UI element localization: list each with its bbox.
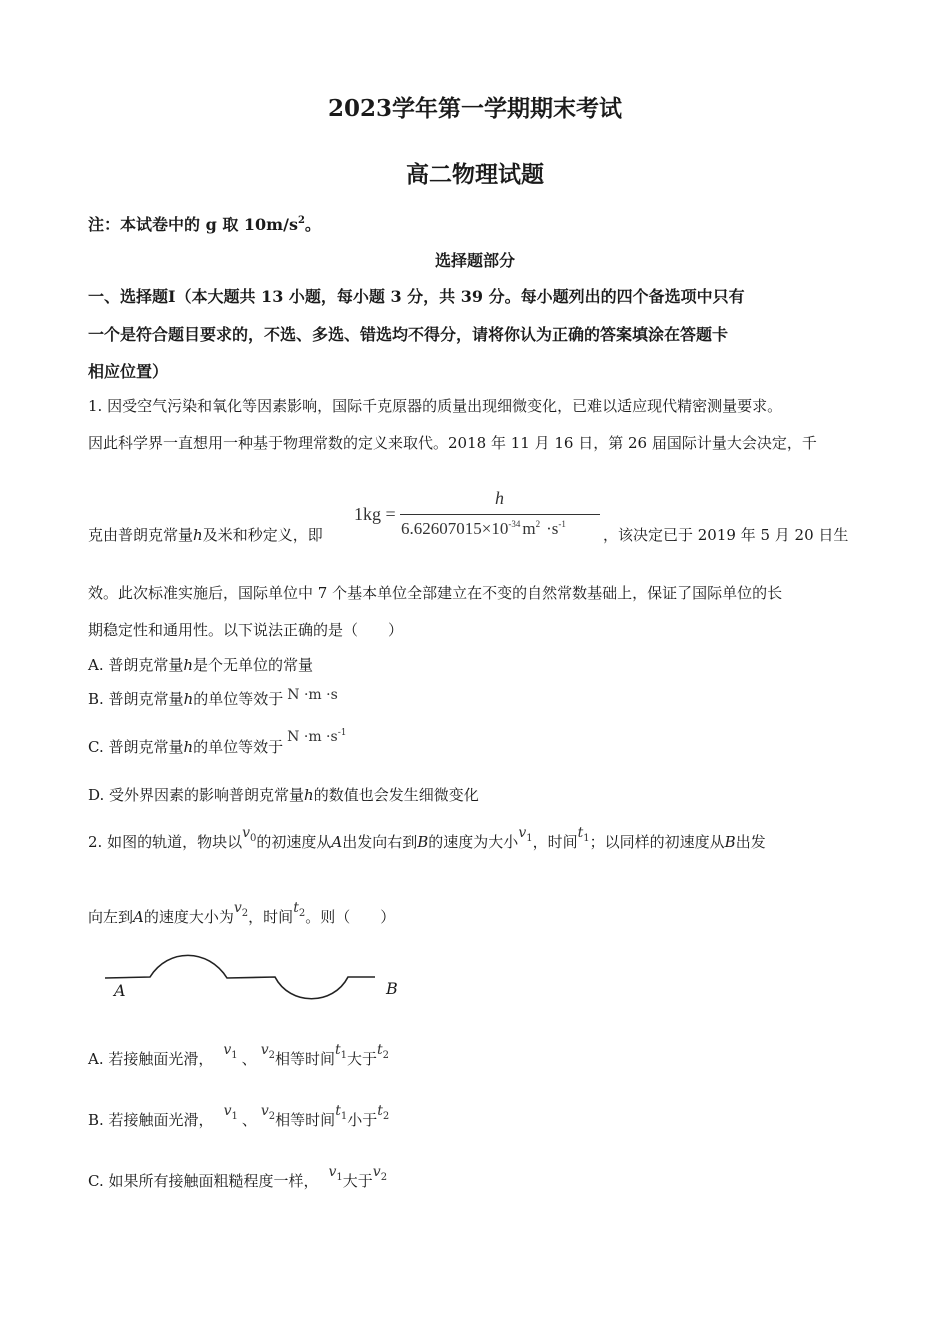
formula-exp: -34	[508, 519, 521, 529]
q2-option-a-v1-sub: 1	[231, 1050, 238, 1061]
q2-option-b-pre: B. 若接触面光滑，	[88, 1111, 214, 1129]
q2-t2	[293, 900, 306, 919]
q2-v1	[518, 825, 533, 844]
track-label-b: B	[386, 979, 398, 998]
q2-option-a-v2	[260, 1042, 275, 1061]
q1-line-5: 期稳定性和通用性。以下说法正确的是（ ）	[88, 621, 404, 639]
q2-option-a-t1-base: t	[335, 1042, 341, 1058]
q1-option-b[interactable]	[88, 688, 338, 709]
formula-denominator	[401, 519, 566, 539]
q2-l1-g: 出发	[735, 833, 766, 851]
q1-option-c-post: 的单位等效于	[193, 738, 284, 756]
track-path	[105, 955, 375, 998]
q2-l1-point-b2: B	[724, 833, 736, 851]
q2-l1-c: 出发向右到	[342, 833, 418, 851]
q1-option-b-post: 的单位等效于	[193, 690, 284, 708]
q2-v0-base: v	[242, 825, 251, 841]
q1-line-3-left	[88, 524, 323, 545]
q2-option-b-v2	[260, 1103, 276, 1122]
q1-option-a-pre: A. 普朗克常量	[88, 656, 184, 674]
q2-option-c-v2-sub: 2	[380, 1172, 388, 1183]
formula-unit-s-exp: -1	[558, 519, 566, 529]
q2-option-b-t2-sub: 2	[382, 1111, 390, 1122]
section-heading: 选择题部分	[434, 251, 515, 270]
q2-t2-sub: 2	[298, 908, 306, 919]
q2-option-a-t1	[335, 1042, 348, 1061]
track-diagram	[100, 948, 420, 1004]
q2-l2-point-a: A	[133, 908, 144, 926]
q2-v2	[233, 900, 249, 919]
q2-option-b-t2	[377, 1103, 390, 1122]
q2-option-b-v1-base: v	[223, 1103, 232, 1119]
q2-v1-sub: 1	[526, 833, 533, 844]
q2-l1-e: ，时间	[532, 833, 578, 851]
q2-option-c-post: 大于	[342, 1172, 373, 1190]
q2-l1-d: 的速度为大小	[428, 833, 519, 851]
q2-l2-a: 向左到	[88, 908, 134, 926]
q1-option-d-post: 的数值也会发生细微变化	[313, 786, 479, 804]
q1-line-3-var: h	[193, 526, 203, 544]
q2-option-a-mid: 相等时间	[274, 1050, 335, 1068]
q1-line-3-post: ，该决定已于 2019 年 5 月 20 日生	[603, 526, 849, 544]
q2-option-b-t1-sub: 1	[340, 1111, 348, 1122]
q1-option-c-unit-exp: -1	[337, 728, 347, 738]
formula-unit-s: ·s	[546, 519, 559, 538]
q1-line-2: 因此科学界一直想用一种基于物理常数的定义来取代。2018 年 11 月 16 日，第 26 届国际计量大会决定，千	[88, 434, 817, 452]
q1-option-c-unit-wrap	[287, 729, 346, 745]
formula-unit-m-exp: 2	[535, 519, 541, 529]
q2-option-b-t2-base: t	[377, 1103, 383, 1119]
q1-line-3-mid: 及米和秒定义，即	[202, 526, 323, 544]
q2-option-a-t2-sub: 2	[382, 1050, 390, 1061]
q2-l1-point-b: B	[417, 833, 429, 851]
q1-line-4: 效。此次标准实施后，国际单位中 7 个基本单位全部建立在不变的自然常数基础上，保证了国际单位的长	[88, 584, 783, 602]
q2-l1-a: 2. 如图的轨道，物块以	[88, 833, 243, 851]
instructions-line-1: 一、选择题Ⅰ（本大题共 13 小题，每小题 3 分，共 39 分。每小题列出的四个备选项中只有	[88, 287, 745, 306]
q2-option-b-t1-base: t	[335, 1103, 341, 1119]
q2-option-c-v1-base: v	[328, 1164, 337, 1180]
q2-v0	[242, 825, 257, 844]
q2-option-a-v1-base: v	[223, 1042, 232, 1058]
q1-option-d-var: h	[304, 786, 314, 804]
q1-line-1: 1. 因受空气污染和氧化等因素影响，国际千克原器的质量出现细微变化，已难以适应现代精密测量要求。	[88, 397, 783, 415]
q2-option-b[interactable]	[88, 1103, 390, 1130]
q2-option-a-v2-sub: 2	[268, 1050, 275, 1061]
formula-numerator: h	[495, 488, 504, 508]
q2-option-a-v1	[223, 1042, 238, 1061]
q1-option-a[interactable]	[88, 654, 313, 675]
q1-option-b-var: h	[183, 690, 194, 708]
q2-option-c-v2-base: v	[372, 1164, 381, 1180]
q2-option-b-v2-sub: 2	[268, 1111, 276, 1122]
q2-option-b-post: 小于	[347, 1111, 378, 1129]
q1-option-d-pre: D. 受外界因素的影响普朗克常量	[88, 786, 305, 804]
formula-denominator-base: 6.62607015×10	[401, 519, 509, 538]
note-sup: 2	[297, 215, 305, 226]
q2-t1	[577, 825, 590, 844]
note-line	[88, 212, 321, 235]
q2-t2-base: t	[293, 900, 299, 916]
q1-line-3-pre: 克由普朗克常量	[88, 526, 194, 544]
q2-option-b-v1	[223, 1103, 238, 1122]
exam-subtitle: 高二物理试题	[406, 161, 544, 188]
q2-t1-sub: 1	[583, 833, 590, 844]
q1-option-a-var: h	[183, 656, 194, 674]
track-label-a: A	[114, 981, 126, 1000]
q2-l2-b: 的速度大小为	[143, 908, 234, 926]
q2-v2-base: v	[233, 900, 242, 916]
q2-l1-f: ；以同样的初速度从	[589, 833, 725, 851]
q1-option-c-var: h	[183, 738, 194, 756]
q2-l1-point-a: A	[331, 833, 343, 851]
q2-option-a-t2	[377, 1042, 390, 1061]
q2-line-2	[88, 900, 396, 927]
q2-l2-d: 。则（ ）	[305, 908, 396, 926]
q2-option-b-t1	[335, 1103, 348, 1122]
q2-v2-sub: 2	[241, 908, 249, 919]
q2-line-1	[88, 825, 766, 852]
q2-option-c-v1	[328, 1164, 343, 1183]
exam-title: 2023学年第一学期期末考试	[327, 95, 622, 122]
q2-v0-sub: 0	[250, 833, 257, 844]
q2-option-a-v2-base: v	[260, 1042, 269, 1058]
formula-unit-m: m	[522, 519, 536, 538]
q2-option-c-v1-sub: 1	[336, 1172, 343, 1183]
q1-option-b-pre: B. 普朗克常量	[88, 690, 184, 708]
q2-option-b-mid: 相等时间	[275, 1111, 336, 1129]
q2-v1-base: v	[518, 825, 527, 841]
q2-option-a-t2-base: t	[377, 1042, 383, 1058]
q1-option-c[interactable]	[88, 728, 347, 757]
q2-option-c-v2	[372, 1164, 388, 1183]
q2-option-c-pre: C. 如果所有接触面粗糙程度一样，	[88, 1172, 319, 1190]
q2-option-a-pre: A. 若接触面光滑，	[88, 1050, 214, 1068]
q2-option-b-v1-sub: 1	[231, 1111, 238, 1122]
q2-l1-b: 的初速度从	[256, 833, 332, 851]
instructions-line-2: 一个是符合题目要求的，不选、多选、错选均不得分，请将你认为正确的答案填涂在答题卡	[88, 325, 729, 344]
q2-t1-base: t	[577, 825, 584, 841]
q1-option-c-unit: N ·m ·s	[287, 729, 338, 745]
q1-option-a-post: 是个无单位的常量	[193, 656, 314, 674]
q2-l2-c: ，时间	[248, 908, 294, 926]
note-text: 注：本试卷中的 g 取 10m/s	[88, 215, 298, 234]
q2-option-b-sep: 、	[241, 1111, 257, 1129]
q2-option-a-t1-sub: 1	[340, 1050, 348, 1061]
q2-option-c[interactable]	[88, 1164, 388, 1191]
q1-option-d[interactable]	[88, 784, 479, 805]
q1-option-b-unit: N ·m ·s	[287, 687, 338, 703]
instructions-line-3: 相应位置）	[88, 362, 169, 381]
formula-lhs: 1kg =	[354, 504, 396, 524]
q2-option-b-v2-base: v	[260, 1103, 269, 1119]
note-end: 。	[304, 215, 321, 234]
formula-fraction-bar	[400, 514, 600, 515]
q1-option-c-pre: C. 普朗克常量	[88, 738, 184, 756]
q2-option-a[interactable]	[88, 1042, 390, 1069]
q2-option-a-post: 大于	[347, 1050, 378, 1068]
q2-option-a-sep: 、	[241, 1050, 257, 1068]
